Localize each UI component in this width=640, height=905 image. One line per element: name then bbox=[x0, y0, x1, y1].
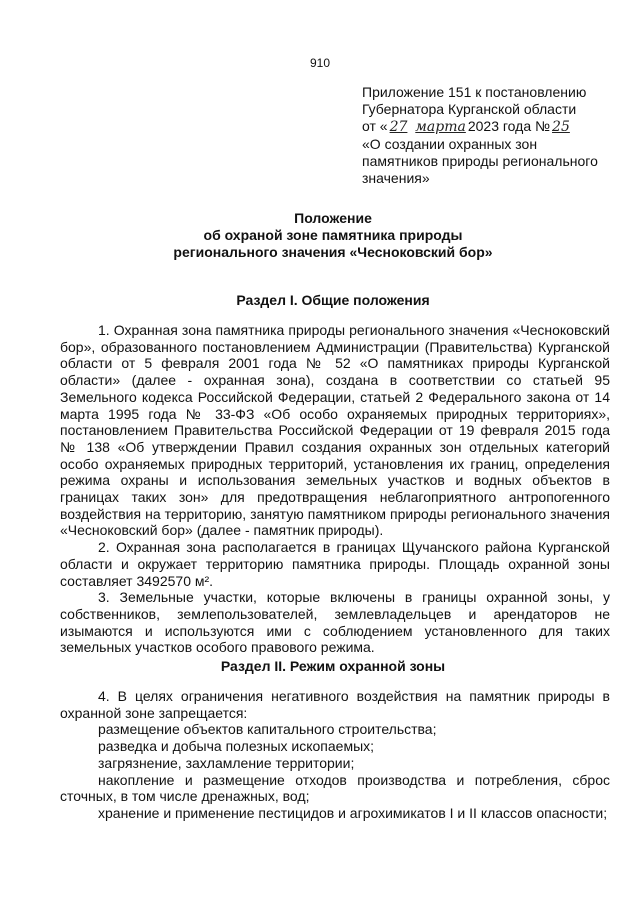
list-item: разведка и добыча полезных ископаемых; bbox=[98, 738, 375, 755]
appendix-line-1: Приложение 151 к постановлению bbox=[362, 84, 587, 100]
handwritten-month: марта bbox=[415, 119, 466, 135]
appendix-line-2: Губернатора Курганской области bbox=[362, 101, 577, 117]
title-line-3: регионального значения «Чесноковский бор» bbox=[173, 244, 493, 260]
section-1-heading: Раздел I. Общие положения bbox=[236, 292, 430, 308]
title-line-1: Положение bbox=[294, 210, 372, 226]
date-year: 2023 года № bbox=[467, 118, 551, 134]
handwritten-number: 25 bbox=[552, 119, 570, 135]
appendix-line-4: «О создании охранных зон bbox=[362, 136, 538, 152]
page-number: 910 bbox=[309, 56, 331, 70]
section-2-body bbox=[60, 688, 610, 822]
section-1-body bbox=[60, 322, 610, 656]
appendix-header bbox=[362, 84, 622, 187]
document-title bbox=[60, 210, 606, 261]
handwritten-day: 27 bbox=[389, 119, 408, 135]
list-item: накопление и размещение отходов производства и потребления, сброс сточных, в том числе дренажных, вод; bbox=[60, 771, 610, 805]
date-prefix: от « bbox=[362, 118, 388, 134]
list-item: загрязнение, захламление территории; bbox=[98, 754, 355, 771]
paragraph-3: 3. Земельные участки, которые включены в границы охранной зоны, у собственников, землепользователей, землевладельцев и арендаторов не изымаются и используются ими с соблюдением установленного для таких земельных участков особого правового режима. bbox=[60, 589, 610, 656]
paragraph-4: 4. В целях ограничения негативного воздействия на памятник природы в охранной зоне запрещается: bbox=[60, 688, 610, 721]
appendix-date-line bbox=[362, 118, 622, 136]
appendix-line-6: значения» bbox=[362, 170, 430, 186]
list-item: размещение объектов капитального строительства; bbox=[98, 721, 437, 738]
section-2-heading: Раздел II. Режим охранной зоны bbox=[220, 658, 446, 674]
list-item: хранение и применение пестицидов и агрохимикатов I и II классов опасности; bbox=[98, 804, 608, 821]
appendix-line-5: памятников природы регионального bbox=[362, 153, 598, 169]
paragraph-2: 2. Охранная зона располагается в границах Щучанского района Курганской области и окружает территорию памятника природы. Площадь охранной зоны составляет 3492570 м². bbox=[60, 539, 610, 589]
title-line-2: об охраной зоне памятника природы bbox=[203, 227, 463, 243]
paragraph-1: 1. Охранная зона памятника природы регионального значения «Чесноковский бор», образованного постановлением Администрации (Правительства) Курганской области от 5 февраля 2001 года № 52 «О памятниках природы Курганской области» (далее - охранная зона), создана в соответствии со статьей 95 Земельного кодекса Российской Федерации, статьей 2 Федерального закона от 14 марта 1995 года № 33-ФЗ «Об особо охраняемых природных территориях», постановлением Правительства Российской Федерации от 19 февраля 2015 года № 138 «Об утверждении Правил создания охранных зон отдельных категорий особо охраняемых природных территорий, установления их границ, определения режима охраны и использования земельных участков и водных объектов в границах таких зон» для предотвращения неблагоприятного антропогенного воздействия на территорию, занятую памятником природы регионального значения «Чесноковский бор» (далее - памятник природы). bbox=[60, 322, 610, 539]
